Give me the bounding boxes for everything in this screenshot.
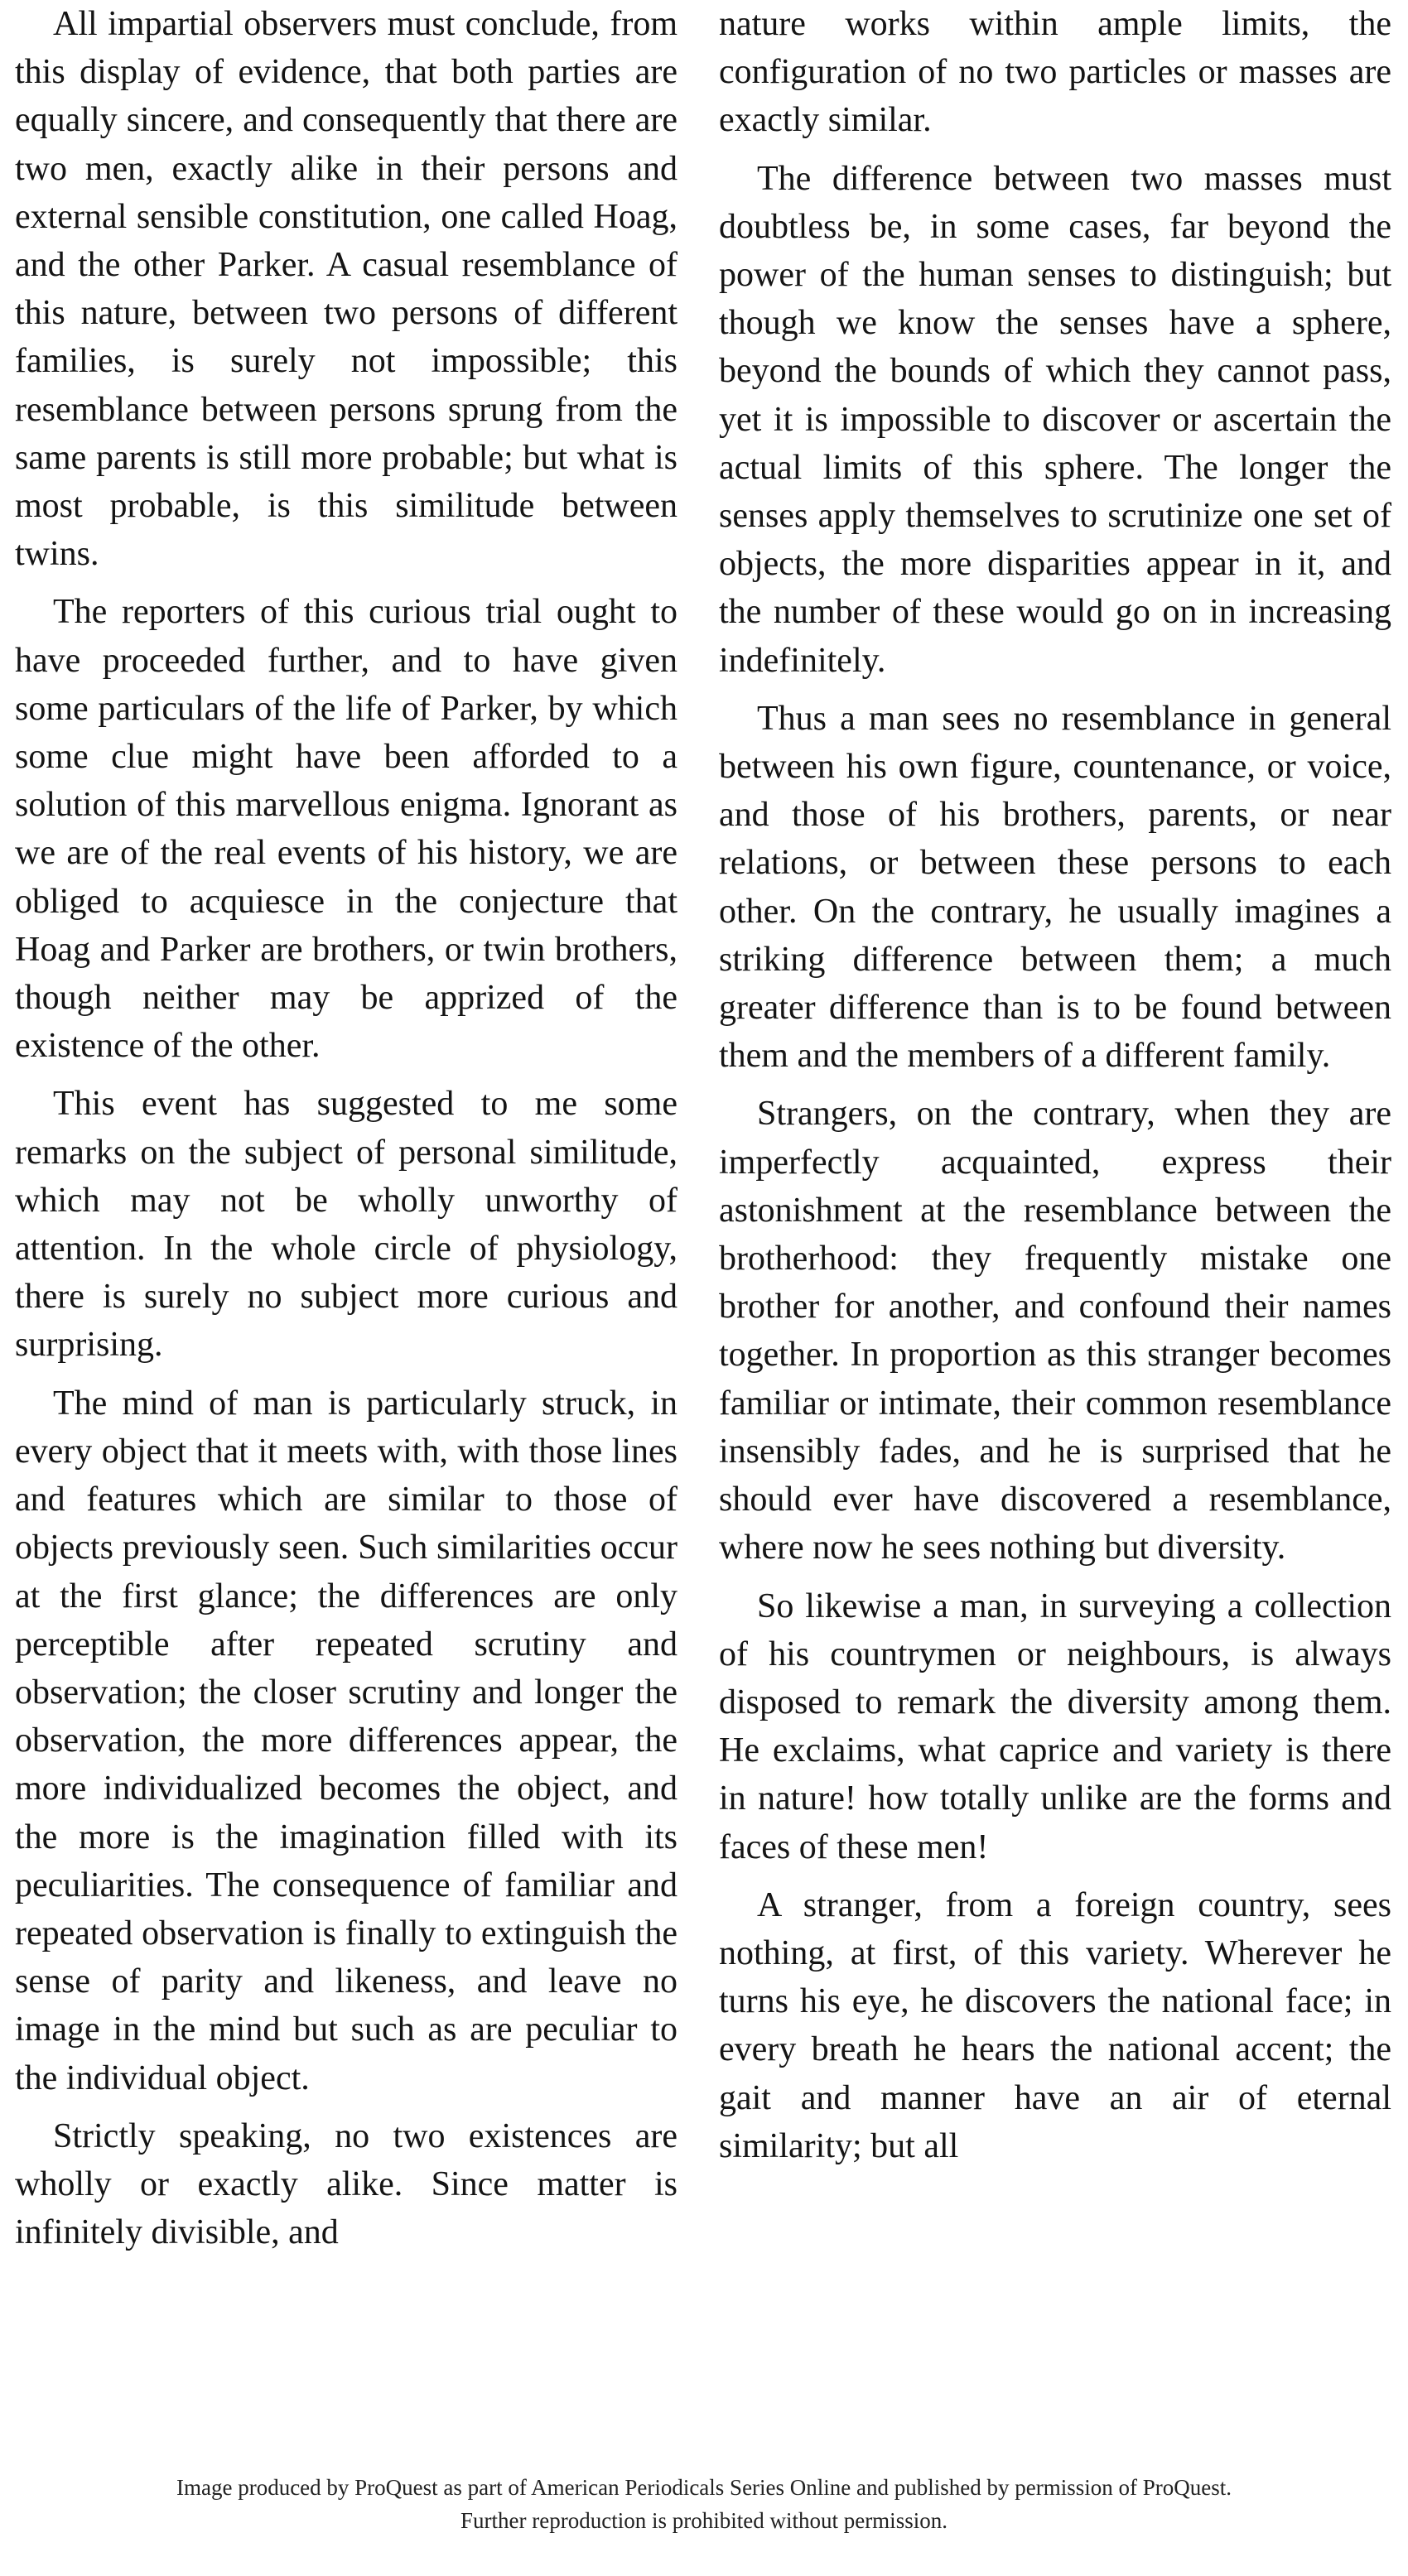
paragraph: A stranger, from a foreign country, sees nothing, at first, of this variety. Wherever he turns his eye, he discovers the national face; in every breath he hears the national accent; the gait and manner have an air of eternal similarity; but all: [719, 1885, 1391, 2165]
footer-line: Image produced by ProQuest as part of American Periodicals Series Online and published by permission of ProQuest.: [176, 2475, 1232, 2500]
paragraph: All impartial observers must conclude, from this display of evidence, that both parties are equally sincere, and consequently that there are two men, exactly alike in their persons and external sensible constitution, one called Hoag, and the other Parker. A casual resemblance of this nature, between two persons of different families, is surely not impossible; this resemblance between persons sprung from the same parents is still more probable; but what is most probable, is this similitude between twins.: [15, 5, 677, 574]
paragraph: The reporters of this curious trial ought to have proceeded further, and to have given some particulars of the life of Parker, by which some clue might have been afforded to a solution of this marvellous enigma. Ignorant as we are of the real events of his history, we are obliged to acquiesce in the conjecture that Hoag and Parker are brothers, or twin brothers, though neither may be apprized of the existence of the other.: [15, 593, 677, 1066]
paragraph: Strictly speaking, no two existences are wholly or exactly alike. Since matter is infinitely divisible, and: [15, 2116, 677, 2252]
left-column: [15, 0, 677, 2256]
paragraph: Thus a man sees no resemblance in general between his own figure, countenance, or voice, and those of his brothers, parents, or near relations, or between these persons to each other. On the contrary, he usually imagines a striking difference between them; a much greater difference than is to be found between them and the members of a different family.: [719, 699, 1391, 1076]
copyright-footer: [0, 2471, 1408, 2537]
paragraph: So likewise a man, in surveying a collection of his countrymen or neighbours, is always disposed to remark the diversity among them. He exclaims, what caprice and variety is there in nature! how totally unlike are the forms and faces of these men!: [719, 1587, 1391, 1866]
paragraph-continued: nature works within ample limits, the configuration of no two particles or masses are exactly similar.: [719, 5, 1391, 140]
paragraph: Strangers, on the contrary, when they are imperfectly acquainted, express their astonishment at the resemblance between the brotherhood: they frequently mistake one brother for another, and confound their names together. In proportion as this stranger becomes familiar or intimate, their common resemblance insensibly fades, and he is surprised that he should ever have discovered a resemblance, where now he sees nothing but diversity.: [719, 1095, 1391, 1567]
paragraph: The mind of man is particularly struck, in every object that it meets with, with those lines and features which are similar to those of objects previously seen. Such similarities occur at the first glance; the differences are only perceptible after repeated scrutiny and observation; the closer scrutiny and longer the observation, the more differences appear, the more individualized becomes the object, and the more is the imagination filled with its peculiarities. The consequence of familiar and repeated observation is finally to extinguish the sense of parity and likeness, and leave no image in the mind but such as are peculiar to the individual object.: [15, 1384, 677, 2097]
paragraph: This event has suggested to me some remarks on the subject of personal similitude, which may not be wholly unworthy of attention. In the whole circle of physiology, there is surely no subject more curious and surprising.: [15, 1085, 677, 1365]
right-column: [719, 0, 1391, 2170]
footer-line: Further reproduction is prohibited without permission.: [460, 2508, 948, 2533]
paragraph: The difference between two masses must doubtless be, in some cases, far beyond the power of the human senses to distinguish; but though we know the senses have a sphere, beyond the bounds of which they cannot pass, yet it is impossible to discover or ascertain the actual limits of this sphere. The longer the senses apply themselves to scrutinize one set of objects, the more disparities appear in it, and the number of these would go on in increasing indefinitely.: [719, 159, 1391, 680]
